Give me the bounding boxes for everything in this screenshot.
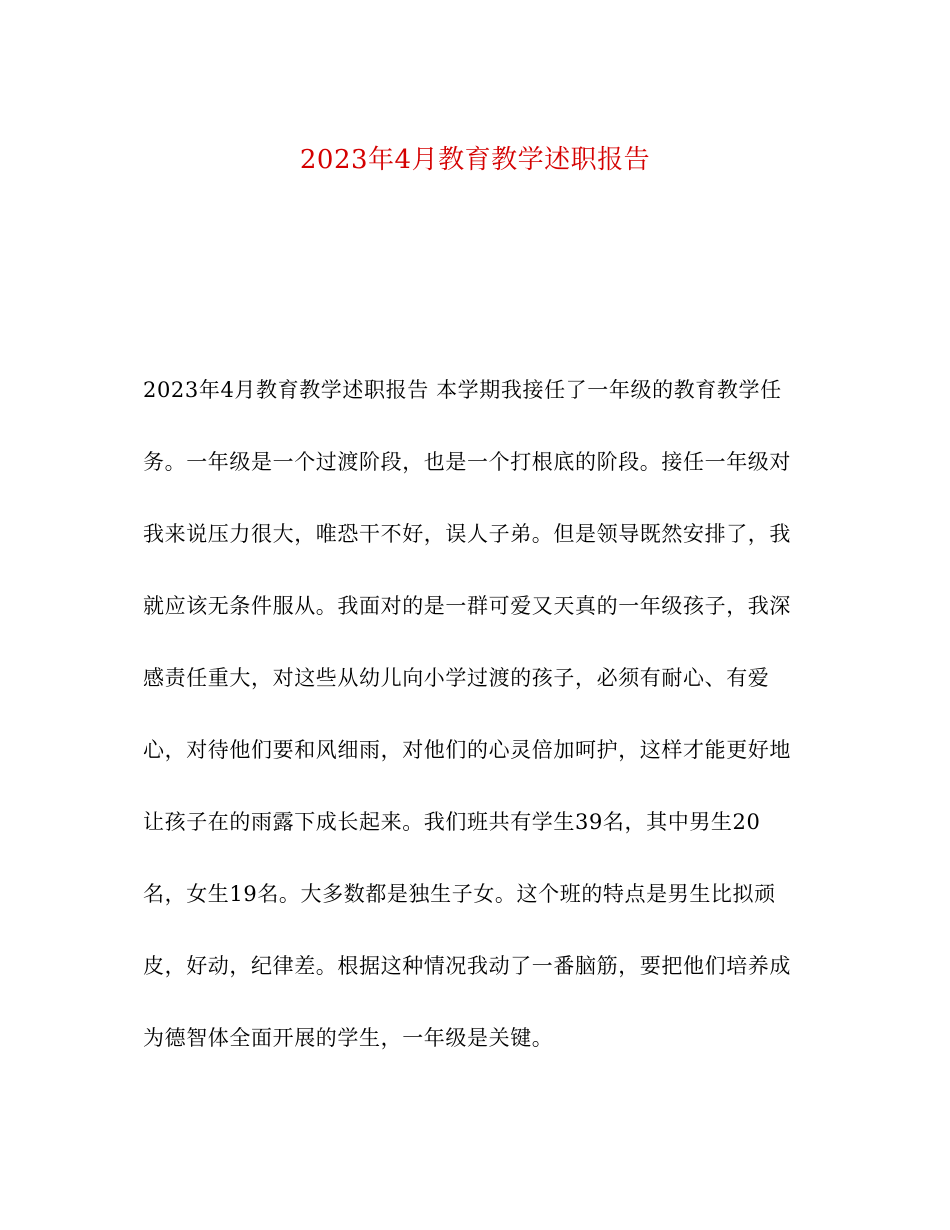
- body-line: 皮，好动，纪律差。根据这种情况我动了一番脑筋，要把他们培养成: [143, 954, 791, 978]
- body-line: 我来说压力很大，唯恐干不好，误人子弟。但是领导既然安排了，我: [143, 522, 791, 546]
- document-body: [143, 370, 803, 1090]
- body-line: 名，女生19名。大多数都是独生子女。这个班的特点是男生比拟顽: [143, 882, 776, 906]
- body-line: 2023年4月教育教学述职报告 本学期我接任了一年级的教育教学任: [143, 378, 782, 402]
- body-line: 务。一年级是一个过渡阶段，也是一个打根底的阶段。接任一年级对: [143, 450, 791, 474]
- body-line: 让孩子在的雨露下成长起来。我们班共有学生39名，其中男生20: [143, 810, 761, 834]
- body-line: 感责任重大，对这些从幼儿向小学过渡的孩子，必须有耐心、有爱: [143, 666, 770, 690]
- document-title: 2023年4月教育教学述职报告: [299, 145, 651, 175]
- body-line: 为德智体全面开展的学生，一年级是关键。: [143, 1026, 554, 1050]
- body-line: 就应该无条件服从。我面对的是一群可爱又天真的一年级孩子，我深: [143, 594, 791, 618]
- body-line: 心，对待他们要和风细雨，对他们的心灵倍加呵护，这样才能更好地: [143, 738, 791, 762]
